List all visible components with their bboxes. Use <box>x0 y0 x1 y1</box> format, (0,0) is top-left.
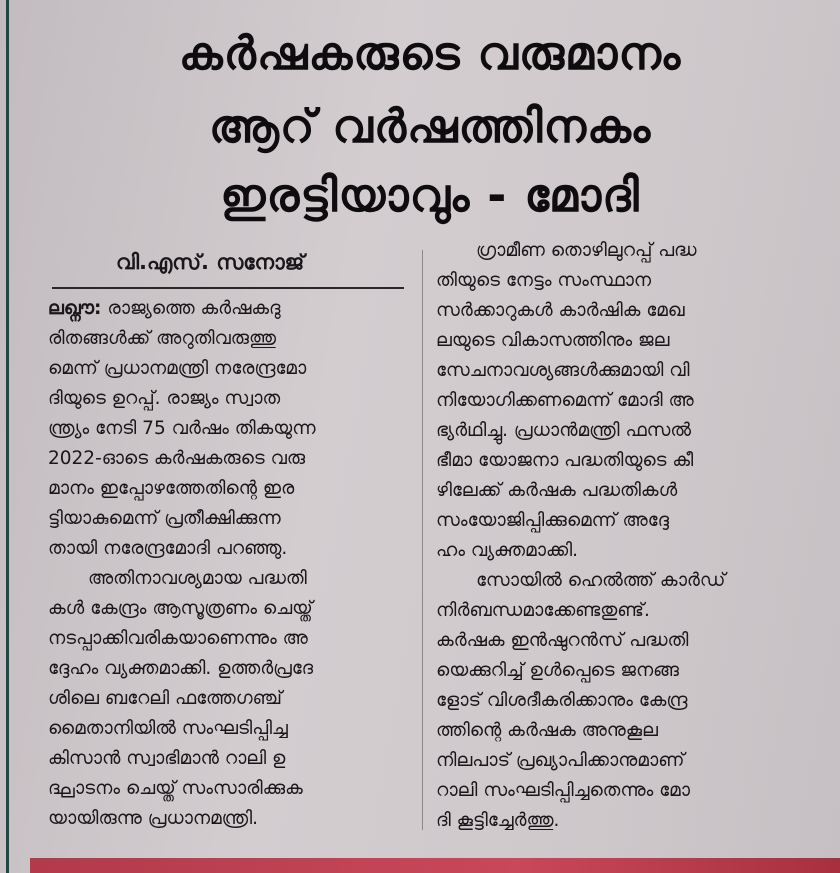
byline: വി.എസ്. സനോജ് <box>116 250 305 274</box>
dateline: ലഖ്നൗ: <box>48 298 102 319</box>
text-line: നിർബന്ധമാക്കേണ്ടതുണ്ട്. <box>436 600 650 621</box>
article-column-right <box>436 236 808 836</box>
text-line: ലയുടെ വികാസത്തിനും ജല <box>436 330 670 351</box>
text-line: ദ്ദേഹം വ്യക്തമാക്കി. ഉത്തർപ്രദേ <box>48 658 314 679</box>
text-line: സർക്കാറുകൾ കാർഷിക മേഖ <box>436 300 685 321</box>
article-column-left <box>48 294 410 834</box>
margin-rule <box>6 0 9 873</box>
text-line-fragment: രാജ്യത്തെ കർഷകദു <box>101 298 281 319</box>
text-line: ശിലെ ബറേലി ഫത്തേഗഞ്ച് <box>48 688 283 709</box>
text-line: നിലപാട് പ്രഖ്യാപിക്കാനുമാണ് <box>436 750 685 771</box>
text-line: ഗ്രാമീണ തൊഴിലുറപ്പ് പദ്ധ <box>476 240 697 261</box>
headline-line-1: കർഷകരുടെ വരുമാനം <box>178 26 682 80</box>
text-line: രിതങ്ങൾക്ക് അറുതിവരുത്തു <box>48 328 276 349</box>
text-line: അതിനാവശ്യമായ പദ്ധതി <box>88 568 307 589</box>
text-line: മാനം ഇപ്പോഴത്തേതിന്റെ ഇര <box>48 478 295 499</box>
text-line: നിയോഗിക്കണമെന്ന് മോദി അ <box>436 390 694 411</box>
headline-line-2: ആറ് വർഷത്തിനകം <box>208 99 652 153</box>
text-line: ന്ത്ര്യം നേടി 75 വർഷം തികയുന്ന <box>48 418 316 439</box>
text-line: കൾ കേന്ദ്രം ആസൂത്രണം ചെയ്ത് <box>48 598 313 619</box>
text-line: സോയിൽ ഹെൽത്ത് കാർഡ് <box>476 570 726 591</box>
text-line: ഴിലേക്ക് കർഷക പദ്ധതികൾ <box>436 480 678 501</box>
text-line: കിസാൻ സ്വാഭിമാൻ റാലി ഉ <box>48 748 286 769</box>
text-line: നടപ്പാക്കിവരികയാണെന്നും അ <box>48 628 308 649</box>
text-line: സംയോജിപ്പിക്കുമെന്ന് അദ്ദേ <box>436 510 670 531</box>
adjacent-ad-strip <box>30 858 840 873</box>
text-line: റാലി സംഘടിപ്പിച്ചതെന്നും മോ <box>436 780 691 801</box>
text-line: കർഷക ഇൻഷുറൻസ് പദ്ധതി <box>436 630 689 651</box>
text-line: യായിരുന്നു പ്രധാനമന്ത്രി. <box>48 808 259 829</box>
text-line: ദ്ഘാടനം ചെയ്ത് സംസാരിക്കുക <box>48 778 303 799</box>
text-line: ഭീമാ യോജനാ പദ്ധതിയുടെ കീ <box>436 450 694 471</box>
text-line <box>48 294 410 324</box>
headline-line-3: ഇരട്ടിയാവും - മോദി <box>220 168 640 222</box>
text-line: ത്തിന്റെ കർഷക അനുകൂല <box>436 720 658 741</box>
text-line: ദി കൂട്ടിച്ചേർത്തു. <box>436 810 560 831</box>
text-line: മൈതാനിയിൽ സംഘടിപ്പിച്ച <box>48 718 288 739</box>
column-divider <box>422 250 423 830</box>
text-line: സേചനാവശ്യങ്ങൾക്കുമായി വി <box>436 360 690 381</box>
text-line: ദിയുടെ ഉറപ്പ്. രാജ്യം സ്വാത <box>48 388 281 409</box>
text-line: തിയുടെ നേട്ടം സംസ്ഥാന <box>436 270 652 291</box>
text-line: തായി നരേന്ദ്രമോദി പറഞ്ഞു. <box>48 538 288 559</box>
text-line: ഹം വ്യക്തമാക്കി. <box>436 540 578 561</box>
text-line: 2022-ഓടെ കർഷകരുടെ വരു <box>48 448 306 469</box>
byline-divider <box>52 287 404 289</box>
text-line: ളോട് വിശദീകരിക്കാനും കേന്ദ്ര <box>436 690 688 711</box>
text-line: ട്ടിയാകുമെന്ന് പ്രതീക്ഷിക്കുന്ന <box>48 508 281 529</box>
text-line: മെന്ന് പ്രധാനമന്ത്രി നരേന്ദ്രമോ <box>48 358 307 379</box>
text-line: യെക്കുറിച്ച് ഉൾപ്പെടെ ജനങ്ങ <box>436 660 679 681</box>
text-line: ഭ്യർഥിച്ചു. പ്രധാൻമന്ത്രി ഫസൽ <box>436 420 691 441</box>
